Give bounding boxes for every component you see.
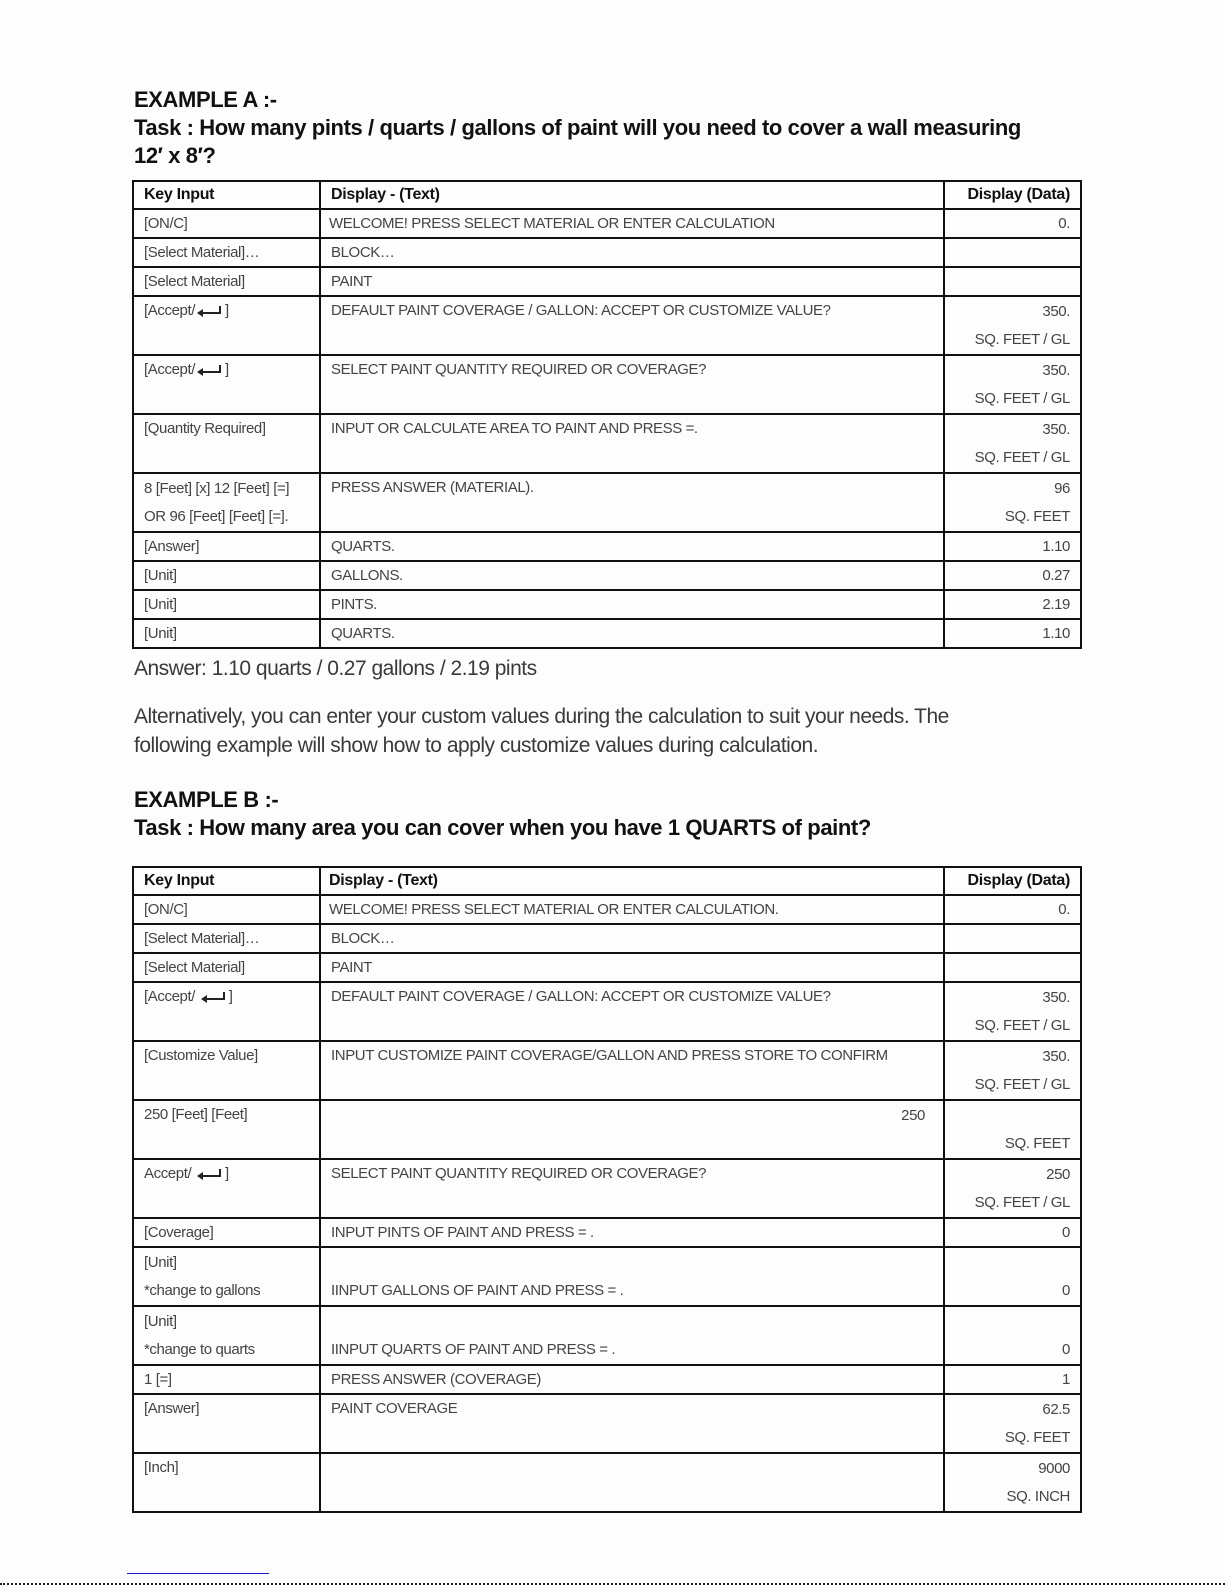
key-input-cell xyxy=(133,1159,320,1218)
key-input-cell: [Select Material] xyxy=(133,953,320,982)
key-input-cell xyxy=(133,473,320,532)
data-unit: SQ. FEET / GL xyxy=(974,1076,1070,1093)
example-a-table xyxy=(132,180,1082,649)
key-input-cell xyxy=(133,355,320,414)
data-unit: SQ. FEET / GL xyxy=(974,1194,1070,1211)
table-row xyxy=(133,267,1081,296)
key-input-cell: 1 [=] xyxy=(133,1365,320,1394)
display-text-cell: SELECT PAINT QUANTITY REQUIRED OR COVERAGE? xyxy=(320,355,944,414)
key-input-cell: [Select Material]… xyxy=(133,924,320,953)
example-a-answer: Answer: 1.10 quarts / 0.27 gallons / 2.19 pints xyxy=(134,657,537,680)
table-row xyxy=(133,532,1081,561)
display-data-cell xyxy=(944,267,1081,296)
key-input-cell xyxy=(133,1306,320,1365)
display-text-cell: SELECT PAINT QUANTITY REQUIRED OR COVERAGE? xyxy=(320,1159,944,1218)
display-data-cell: 0.27 xyxy=(944,561,1081,590)
key-input-cell: [Inch] xyxy=(133,1453,320,1512)
data-unit: SQ. FEET xyxy=(1004,1135,1070,1152)
data-value: 0 xyxy=(1062,1341,1070,1358)
display-text-value: 250 xyxy=(901,1107,925,1124)
data-value: 96 xyxy=(1054,480,1070,497)
table-row xyxy=(133,1453,1081,1512)
header-display-text: Display - (Text) xyxy=(320,867,944,895)
display-text-cell: PINTS. xyxy=(320,590,944,619)
table-row xyxy=(133,1041,1081,1100)
data-unit: SQ. FEET / GL xyxy=(974,390,1070,407)
table-row xyxy=(133,895,1081,924)
data-unit: SQ. INCH xyxy=(1006,1488,1070,1505)
key-input-text: [Accept/ xyxy=(144,302,195,319)
display-text-cell: PAINT COVERAGE xyxy=(320,1394,944,1453)
display-text-cell: PAINT xyxy=(320,267,944,296)
table-row xyxy=(133,619,1081,648)
key-input-cell: [ON/C] xyxy=(133,895,320,924)
display-data-cell xyxy=(944,1394,1081,1453)
display-data-cell xyxy=(944,1159,1081,1218)
table-row xyxy=(133,1159,1081,1218)
table-row xyxy=(133,414,1081,473)
data-unit: SQ. FEET / GL xyxy=(974,331,1070,348)
display-text-cell xyxy=(320,1100,944,1159)
display-data-cell xyxy=(944,1453,1081,1512)
key-input-line: OR 96 [Feet] [Feet] [=]. xyxy=(144,508,289,525)
header-key-input: Key Input xyxy=(133,867,320,895)
key-input-cell: [Select Material]… xyxy=(133,238,320,267)
example-b-task-line1: Task : How many area you can cover when you have 1 QUARTS of paint? xyxy=(134,815,871,840)
data-value: 350. xyxy=(1042,421,1070,438)
display-data-cell xyxy=(944,1247,1081,1306)
key-input-line: [Unit] xyxy=(144,1254,177,1271)
table-row xyxy=(133,355,1081,414)
data-value: 0 xyxy=(1062,1282,1070,1299)
display-text-cell: WELCOME! PRESS SELECT MATERIAL OR ENTER CALCULATION. xyxy=(320,895,944,924)
enter-key-icon xyxy=(201,992,227,1002)
example-a-task-line2: 12′ x 8′? xyxy=(134,143,216,168)
example-b-title: EXAMPLE B :- xyxy=(134,787,279,812)
display-text-line: IINPUT GALLONS OF PAINT AND PRESS = . xyxy=(331,1282,624,1299)
key-input-cell xyxy=(133,1247,320,1306)
table-row xyxy=(133,561,1081,590)
key-input-cell: [Quantity Required] xyxy=(133,414,320,473)
key-input-cell: [Customize Value] xyxy=(133,1041,320,1100)
key-input-line: *change to gallons xyxy=(144,1282,261,1299)
data-unit: SQ. FEET xyxy=(1004,508,1070,525)
key-input-cell: [Answer] xyxy=(133,1394,320,1453)
example-a-task-line1: Task : How many pints / quarts / gallons of paint will you need to cover a wall measuring xyxy=(134,115,1021,140)
display-data-cell xyxy=(944,953,1081,982)
display-text-cell: GALLONS. xyxy=(320,561,944,590)
display-data-cell xyxy=(944,982,1081,1041)
display-data-cell xyxy=(944,296,1081,355)
key-input-text-end: ] xyxy=(225,302,229,319)
display-data-cell: 1 xyxy=(944,1365,1081,1394)
key-input-cell: [ON/C] xyxy=(133,209,320,238)
header-display-data: Display (Data) xyxy=(944,867,1081,895)
header-key-input: Key Input xyxy=(133,181,320,209)
display-text-cell: WELCOME! PRESS SELECT MATERIAL OR ENTER CALCULATION xyxy=(320,209,944,238)
display-data-cell xyxy=(944,473,1081,532)
table-row xyxy=(133,1100,1081,1159)
header-display-text: Display - (Text) xyxy=(320,181,944,209)
enter-key-icon xyxy=(197,1169,223,1179)
key-input-text-end: ] xyxy=(225,361,229,378)
data-value: 350. xyxy=(1042,303,1070,320)
display-text-cell: QUARTS. xyxy=(320,619,944,648)
table-row xyxy=(133,296,1081,355)
data-unit: SQ. FEET / GL xyxy=(974,449,1070,466)
table-row xyxy=(133,590,1081,619)
table-row xyxy=(133,1394,1081,1453)
display-text-cell xyxy=(320,1247,944,1306)
table-header-row xyxy=(133,867,1081,895)
display-data-cell xyxy=(944,355,1081,414)
data-value: 250 xyxy=(1046,1166,1070,1183)
display-text-cell: PRESS ANSWER (MATERIAL). xyxy=(320,473,944,532)
display-text-line: IINPUT QUARTS OF PAINT AND PRESS = . xyxy=(331,1341,616,1358)
display-text-cell: DEFAULT PAINT COVERAGE / GALLON: ACCEPT OR CUSTOMIZE VALUE? xyxy=(320,982,944,1041)
table-row xyxy=(133,238,1081,267)
table-row xyxy=(133,1247,1081,1306)
data-unit: SQ. FEET xyxy=(1004,1429,1070,1446)
data-value: 350. xyxy=(1042,989,1070,1006)
table-row xyxy=(133,209,1081,238)
key-input-cell: [Answer] xyxy=(133,532,320,561)
display-text-cell: PAINT xyxy=(320,953,944,982)
display-data-cell: 0. xyxy=(944,895,1081,924)
table-row xyxy=(133,473,1081,532)
key-input-text-end: ] xyxy=(228,988,233,1005)
key-input-cell: 250 [Feet] [Feet] xyxy=(133,1100,320,1159)
table-row xyxy=(133,1218,1081,1247)
enter-key-icon xyxy=(197,365,223,375)
display-text-cell xyxy=(320,1453,944,1512)
key-input-line: 8 [Feet] [x] 12 [Feet] [=] xyxy=(144,480,290,497)
key-input-text-end: ] xyxy=(225,1165,229,1182)
key-input-cell: [Select Material] xyxy=(133,267,320,296)
key-input-text: Accept/ xyxy=(144,1165,195,1182)
key-input-text: [Accept/ xyxy=(144,361,195,378)
display-text-cell: DEFAULT PAINT COVERAGE / GALLON: ACCEPT OR CUSTOMIZE VALUE? xyxy=(320,296,944,355)
example-a-title: EXAMPLE A :- xyxy=(134,87,277,112)
table-row xyxy=(133,924,1081,953)
display-data-cell xyxy=(944,924,1081,953)
key-input-cell: [Coverage] xyxy=(133,1218,320,1247)
display-text-cell: INPUT OR CALCULATE AREA TO PAINT AND PRESS =. xyxy=(320,414,944,473)
key-input-cell: [Unit] xyxy=(133,590,320,619)
display-data-cell: 0. xyxy=(944,209,1081,238)
table-header-row xyxy=(133,181,1081,209)
key-input-line: *change to quarts xyxy=(144,1341,255,1358)
data-value: 9000 xyxy=(1038,1460,1070,1477)
display-data-cell: 0 xyxy=(944,1218,1081,1247)
key-input-line: [Unit] xyxy=(144,1313,177,1330)
display-text-cell: PRESS ANSWER (COVERAGE) xyxy=(320,1365,944,1394)
data-value: 350. xyxy=(1042,1048,1070,1065)
display-data-cell: 2.19 xyxy=(944,590,1081,619)
display-data-cell xyxy=(944,1306,1081,1365)
key-input-cell: [Unit] xyxy=(133,619,320,648)
display-data-cell xyxy=(944,414,1081,473)
display-text-cell: BLOCK… xyxy=(320,924,944,953)
key-input-cell: [Unit] xyxy=(133,561,320,590)
display-data-cell xyxy=(944,238,1081,267)
key-input-cell xyxy=(133,296,320,355)
display-text-cell: INPUT CUSTOMIZE PAINT COVERAGE/GALLON AND PRESS STORE TO CONFIRM xyxy=(320,1041,944,1100)
intro-b-line2: following example will show how to apply customize values during calculation. xyxy=(134,734,819,757)
table-row xyxy=(133,1365,1081,1394)
display-text-cell: INPUT PINTS OF PAINT AND PRESS = . xyxy=(320,1218,944,1247)
footer-link-underline[interactable] xyxy=(127,1573,269,1574)
enter-key-icon xyxy=(197,306,223,316)
header-display-data: Display (Data) xyxy=(944,181,1081,209)
table-row xyxy=(133,982,1081,1041)
display-data-cell: 1.10 xyxy=(944,619,1081,648)
display-data-cell xyxy=(944,1041,1081,1100)
key-input-cell xyxy=(133,982,320,1041)
display-data-cell xyxy=(944,1100,1081,1159)
display-text-cell xyxy=(320,1306,944,1365)
data-value: 350. xyxy=(1042,362,1070,379)
display-text-cell: BLOCK… xyxy=(320,238,944,267)
data-value: 62.5 xyxy=(1042,1401,1070,1418)
intro-b-line1: Alternatively, you can enter your custom values during the calculation to suit your needs. The xyxy=(134,705,949,728)
data-unit: SQ. FEET / GL xyxy=(974,1017,1070,1034)
display-data-cell: 1.10 xyxy=(944,532,1081,561)
table-row xyxy=(133,953,1081,982)
data-value xyxy=(955,1102,1070,1130)
key-input-text: [Accept/ xyxy=(144,988,199,1005)
table-row xyxy=(133,1306,1081,1365)
example-b-table xyxy=(132,866,1082,1513)
display-text-cell: QUARTS. xyxy=(320,532,944,561)
